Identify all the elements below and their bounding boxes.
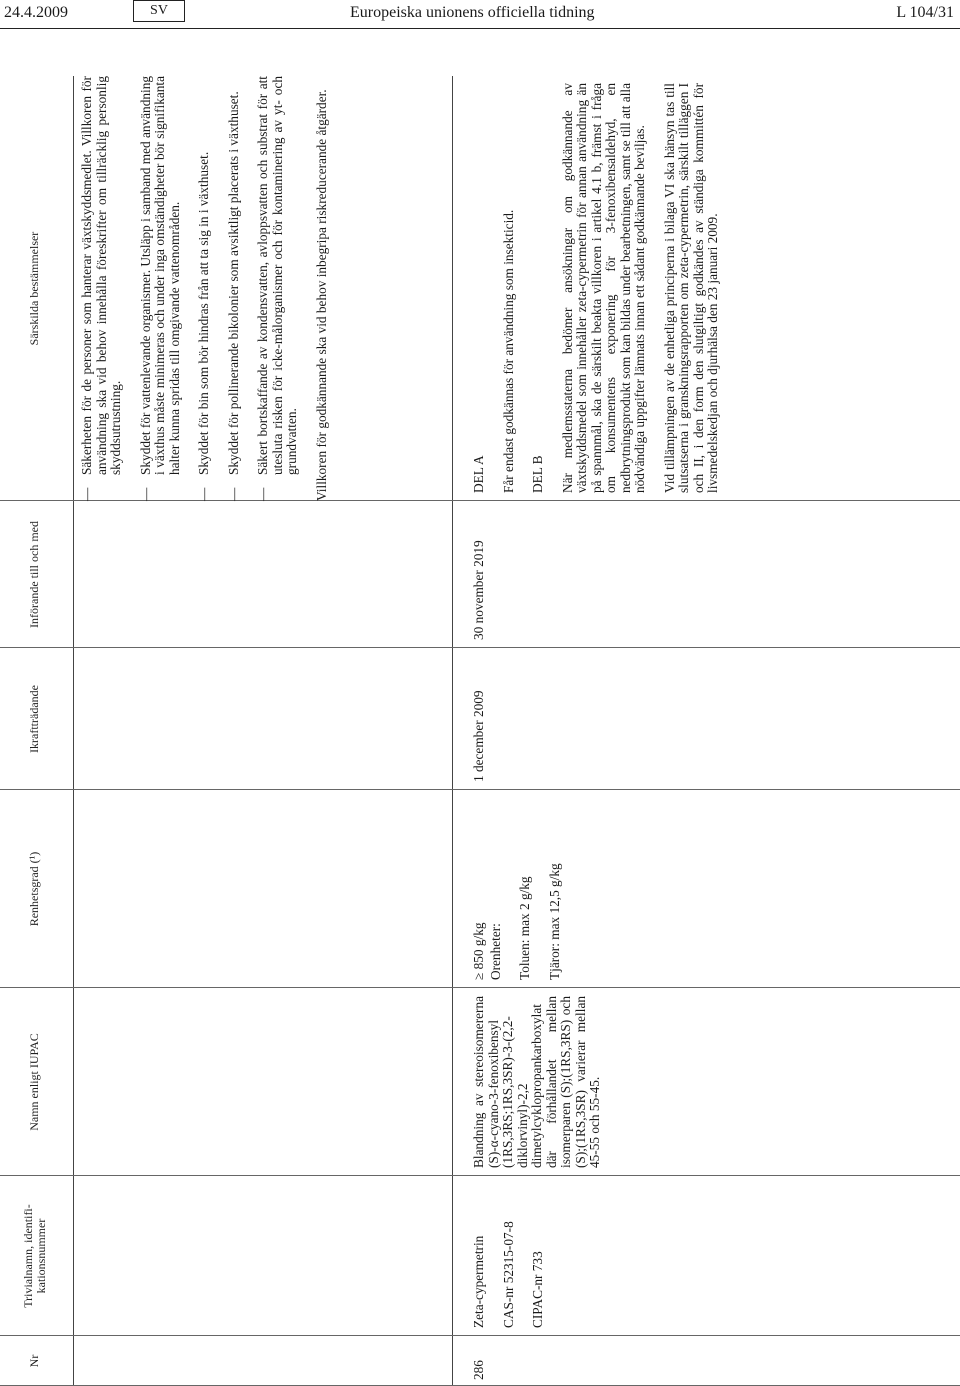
column-rule [0, 789, 960, 790]
header-trivial-name: Trivialnamn, identifi- kationsnummer [21, 1204, 48, 1308]
rotated-table-container [0, 76, 960, 1386]
header-purity: Renhetsgrad (¹) [27, 851, 41, 927]
part-a-heading: DEL A [471, 455, 486, 493]
impurity-toluene: Toluen: max 2 g/kg [517, 876, 532, 980]
list-item: — Skyddet för pollinerande bikolonier som avsiktligt placerats i växthuset. [225, 91, 241, 501]
iupac-name: Blandning av stereoisomererna (S)-α-cyano-3-fenoxibensyl (1RS,3RS;1RS,3SR)-3-(2,2-diklorvinyl)-2,2 dimetylcyklopropankarboxylat där förhållandet mellan isomerparen (S);(1RS,3RS) och (S);(1RS,3SR) varierar mellan 45-55 och 55-45. [471, 996, 602, 1168]
list-item: — Säkerheten för de personer som hanterar växtskyddsmedlet. Villkoren för användning ska vid behov innehålla föreskrifter om tillräcklig personlig skyddsutrustning. [79, 76, 123, 501]
iupac-cell [472, 996, 603, 1168]
provisions-cell [472, 83, 721, 493]
header-nr: Nr [27, 1354, 41, 1368]
header-rule [0, 28, 960, 29]
body-rule [452, 76, 453, 1386]
expiry-date: 30 november 2019 [471, 540, 486, 640]
continuation-provisions [80, 76, 329, 501]
header-expiry: Införande till och med [27, 521, 41, 628]
page-number: L 104/31 [896, 4, 954, 21]
trivial-name: Zeta-cypermetrin [471, 1235, 486, 1328]
cipac-number: CIPAC-nr 733 [530, 1251, 545, 1328]
part-b-heading: DEL B [530, 455, 545, 493]
publication-date: 24.4.2009 [4, 4, 68, 21]
language-badge: SV [133, 0, 185, 22]
journal-title: Europeiska unionens officiella tidning [350, 4, 595, 21]
entry-into-force-date: 1 december 2009 [471, 690, 486, 782]
header-iupac: Namn enligt IUPAC [27, 1033, 41, 1131]
purity-min: ≥ 850 g/kg [471, 922, 486, 980]
impurity-tars: Tjäror: max 12,5 g/kg [546, 863, 562, 980]
list-item: — Skyddet för bin som bör hindras från att ta sig in i växthuset. [196, 151, 211, 501]
impurities-label: Orenheter: [487, 923, 503, 980]
part-b-paragraph: Vid tillämpningen av de enhetliga principerna i bilaga VI ska hänsyn tas till slutsatserna i granskningsrapporten om zeta-cypermetrin, särskilt tilläggen I och II, i den form den slutgiltigt godkändes av ständiga kommittén för livsmedelskedjan och djurhälsa den 23 januari 2009. [661, 83, 720, 493]
closing-paragraph: Villkoren för godkännande ska vid behov inbegripa riskreducerande åtgärder. [313, 89, 329, 501]
column-rule [0, 647, 960, 648]
list-item: — Skyddet för vattenlevande organismer. Utsläpp i samband med användning i växthus måste minimeras och under inga omständigheter bör signifikanta halter kunna spridas till omgivande vattenområden. [137, 76, 182, 501]
header-entry-into-force: Ikraftträdande [27, 685, 41, 753]
page-header [0, 0, 960, 28]
row-number: 286 [471, 1360, 486, 1380]
part-a-text: Får endast godkännas för användning som insekticid. [500, 209, 516, 493]
purity-cell [472, 794, 577, 980]
trivial-name-cell [472, 1182, 561, 1328]
part-b-paragraph: När medlemsstaterna bedömer ansökningar om godkännande av växtskyddsmedel som innehåller zeta-cypermetrin för annan användning än på spannmål, ska de särskilt beakta villkoren i artikel 4.1 b, främst i fråga om konsumentens exponering för 3-fenoxibensaldehyd, en nedbrytningsprodukt som kan bildas under bearbetningen, samt se till att alla nödvändiga uppgifter lämnats innan ett sådant godkännande beviljas. [559, 83, 647, 493]
column-rule [0, 1335, 960, 1336]
substance-table [0, 76, 960, 1386]
cas-number: CAS-nr 52315-07-8 [500, 1221, 516, 1328]
list-item: — Säkert bortskaffande av kondensvatten, avloppsvatten och substrat för att utesluta risken för icke-målorganismer och för kontaminering av yt- och grundvatten. [255, 76, 299, 501]
column-rule [0, 1175, 960, 1176]
header-provisions: Särskilda bestämmelser [27, 231, 41, 346]
column-rule [0, 987, 960, 988]
header-row-rule [73, 76, 74, 1386]
